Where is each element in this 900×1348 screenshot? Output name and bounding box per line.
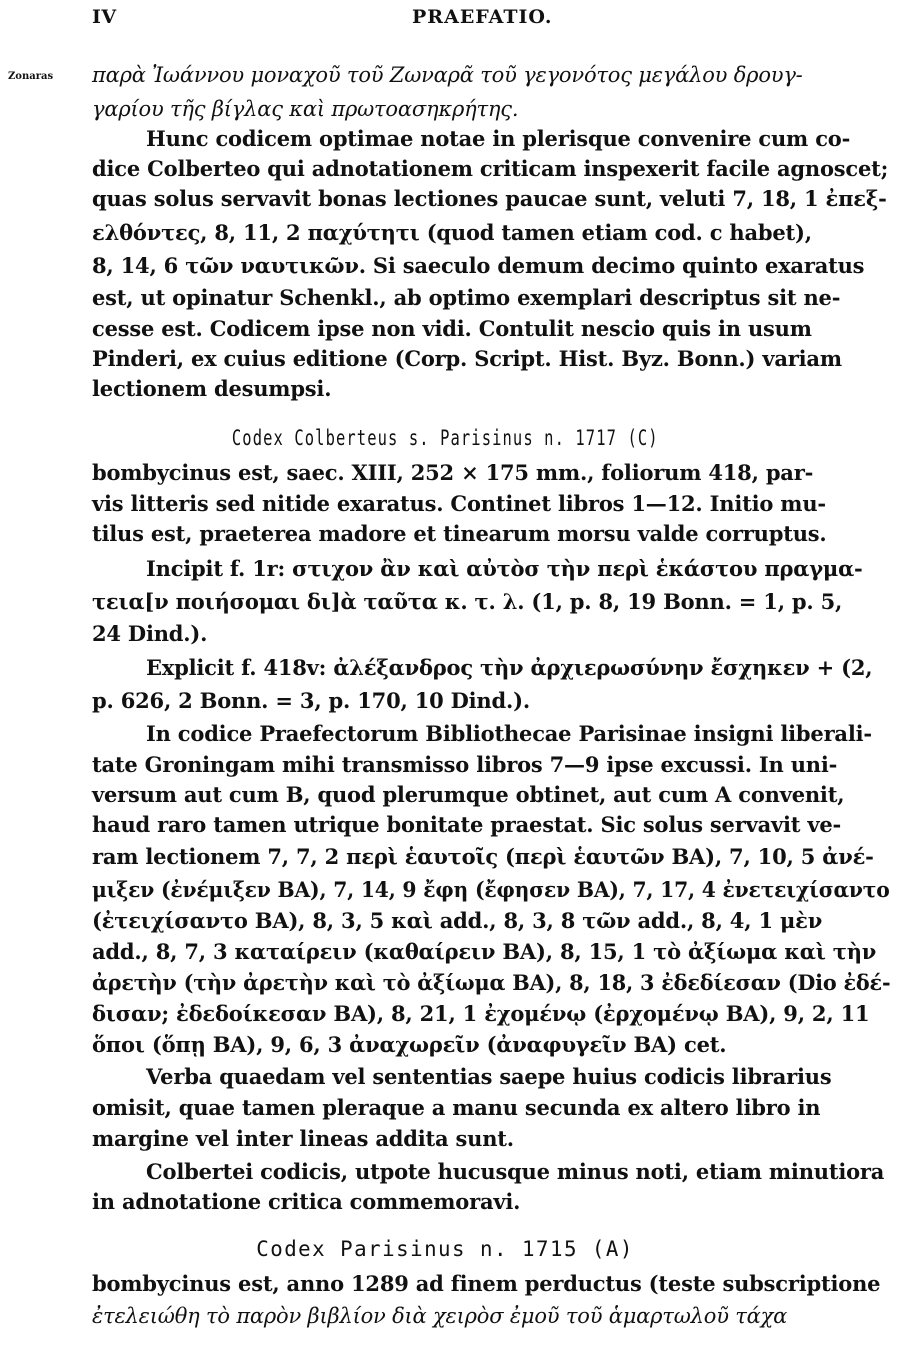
section-heading: Codex Parisinus n. 1715 (A) (256, 1237, 634, 1261)
text-line: 8, 14, 6 τῶν ναυτικῶν. Si saeculo demum decimo quinto exaratus (92, 253, 865, 278)
text-line: Pinderi, ex cuius editione (Corp. Script. Hist. Byz. Bonn.) variam (92, 346, 842, 371)
text-line: bombycinus est, anno 1289 ad finem perductus (teste subscriptione (92, 1271, 881, 1296)
text-line: ελθόντες, 8, 11, 2 παχύτητι (quod tamen etiam cod. c habet), (92, 220, 812, 245)
text-line: ἀρετὴν (τὴν ἀρετὴν καὶ τὸ ἀξίωμα BA), 8, 18, 3 ἐδεδίεσαν (Dio ἐδέ- (92, 970, 891, 995)
text-line: Verba quaedam vel sententias saepe huius codicis librarius (146, 1064, 832, 1089)
text-line: ἐτελειώθη τὸ παρὸν βιβλίον διὰ χειρὸσ ἐμοῦ τοῦ ἁμαρτωλοῦ τάχα (92, 1304, 788, 1328)
text-line: γαρίου τῆς βίγλας καὶ πρωτοασηκρήτης. (92, 97, 519, 121)
text-line: quas solus servavit bonas lectiones paucae sunt, veluti 7, 18, 1 ἐπεξ- (92, 186, 887, 211)
text-line: μιξεν (ἐνέμιξεν BA), 7, 14, 9 ἔφη (ἔφησεν BA), 7, 17, 4 ἐνετειχίσαντο (92, 877, 890, 902)
text-line: tate Groningam mihi transmisso libros 7—9 ipse excussi. In uni- (92, 752, 838, 777)
text-line: Colbertei codicis, utpote hucusque minus noti, etiam minutiora (146, 1159, 885, 1184)
text-line: est, ut opinatur Schenkl., ab optimo exemplari descriptus sit ne- (92, 285, 841, 310)
page-header (92, 6, 882, 36)
page-number: IV (92, 6, 117, 28)
text-line: in adnotatione critica commemoravi. (92, 1189, 521, 1214)
text-line: haud raro tamen utrique bonitate praestat. Sic solus servavit ve- (92, 812, 842, 837)
text-line: δισαν; ἐδεδοίκεσαν BA), 8, 21, 1 ἐχομένῳ (ἐρχομένῳ BA), 9, 2, 11 (92, 1001, 870, 1026)
section-heading: Codex Colberteus s. Parisinus n. 1717 (C) (231, 426, 659, 450)
text-line: versum aut cum B, quod plerumque obtinet, aut cum A convenit, (92, 782, 845, 807)
text-line: p. 626, 2 Bonn. = 3, p. 170, 10 Dind.). (92, 688, 530, 713)
text-line: Explicit f. 418v: ἀλέξανδρος τὴν ἀρχιερωσύνην ἔσχηκεν + (2, (146, 655, 873, 680)
text-line: bombycinus est, saec. XIII, 252 × 175 mm., foliorum 418, par- (92, 460, 814, 485)
text-line: dice Colberteo qui adnotationem criticam inspexerit facile agnoscet; (92, 156, 889, 181)
margin-note: Zonaras (8, 71, 54, 82)
text-line: τεια[ν ποιήσομαι δι]ὰ ταῦτα κ. τ. λ. (1, p. 8, 19 Bonn. = 1, p. 5, (92, 589, 843, 614)
text-line: Hunc codicem optimae notae in plerisque convenire cum co- (146, 126, 851, 151)
text-line: add., 8, 7, 3 καταίρειν (καθαίρειν BA), 8, 15, 1 τὸ ἀξίωμα καὶ τὴν (92, 939, 877, 964)
text-line: margine vel inter lineas addita sunt. (92, 1126, 514, 1151)
text-line: In codice Praefectorum Bibliothecae Parisinae insigni liberali- (146, 721, 872, 746)
text-line: Incipit f. 1r: στιχον ἂν καὶ αὐτὸσ τὴν περὶ ἑκάστου πραγμα- (146, 556, 863, 581)
text-line: lectionem desumpsi. (92, 376, 332, 401)
text-line: vis litteris sed nitide exaratus. Continet libros 1—12. Initio mu- (92, 491, 826, 516)
text-line: omisit, quae tamen pleraque a manu secunda ex altero libro in (92, 1095, 821, 1120)
running-title: PRAEFATIO. (412, 6, 553, 28)
text-line: tilus est, praeterea madore et tinearum morsu valde corruptus. (92, 521, 827, 546)
text-line: ὅποι (ὅπῃ BA), 9, 6, 3 ἀναχωρεῖν (ἀναφυγεῖν BA) cet. (92, 1032, 727, 1057)
text-line: παρὰ Ἰωάννου μοναχοῦ τοῦ Ζωναρᾶ τοῦ γεγονότος μεγάλου δρουγ- (92, 63, 803, 87)
text-line: cesse est. Codicem ipse non vidi. Contulit nescio quis in usum (92, 316, 812, 341)
text-line: 24 Dind.). (92, 621, 208, 646)
text-line: ram lectionem 7, 7, 2 περὶ ἑαυτοῖς (περὶ ἑαυτῶν BA), 7, 10, 5 ἀνέ- (92, 844, 874, 869)
text-line: (ἐτειχίσαντο BA), 8, 3, 5 καὶ add., 8, 3, 8 τῶν add., 8, 4, 1 μὲν (92, 908, 823, 933)
